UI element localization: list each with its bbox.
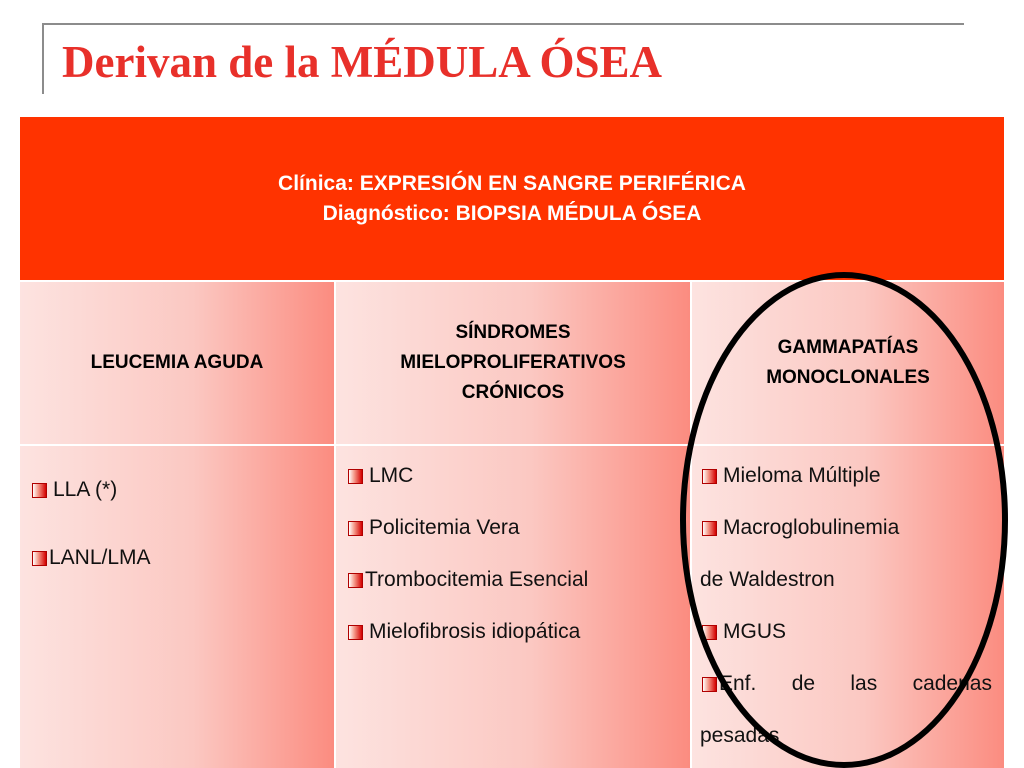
list-item-text: Trombocitemia Esencial	[365, 568, 589, 591]
square-bullet-icon	[348, 625, 363, 640]
list-item-text: LMC	[369, 464, 414, 487]
list-item-continuation	[700, 568, 835, 592]
list-item-text: LLA (*)	[53, 478, 118, 501]
list-item-text: Enf.	[719, 672, 757, 695]
list-item-text: LANL/LMA	[49, 546, 151, 569]
list-item-text: cadenas	[912, 672, 992, 695]
square-bullet-icon	[702, 625, 717, 640]
list-item-continuation	[700, 724, 779, 748]
column-heading-text: LEUCEMIA AGUDA	[90, 352, 264, 373]
square-bullet-icon	[348, 469, 363, 484]
list-item-text: MGUS	[723, 620, 786, 643]
list-item	[702, 516, 899, 540]
list-item-first-word	[702, 672, 756, 696]
column-heading-text: GAMMAPATÍAS	[777, 337, 919, 358]
list-item-text: Policitemia Vera	[369, 516, 520, 539]
slide-title: Derivan de la MÉDULA ÓSEA	[62, 37, 663, 87]
table-header-row	[20, 117, 1004, 280]
column-heading-gammapatias	[692, 282, 1004, 444]
column-heading-leucemia-aguda	[20, 282, 334, 444]
column-body-gammapatias	[692, 446, 1004, 768]
column-heading-text: CRÓNICOS	[461, 382, 565, 403]
classification-table	[20, 117, 1004, 768]
list-item-text: de Waldestron	[700, 568, 835, 591]
title-frame-left-line	[42, 23, 44, 94]
list-item	[32, 546, 151, 570]
square-bullet-icon	[348, 573, 363, 588]
list-item	[348, 620, 580, 644]
square-bullet-icon	[702, 521, 717, 536]
column-body-leucemia-aguda	[20, 446, 334, 768]
square-bullet-icon	[32, 483, 47, 498]
list-item-text: Mieloma Múltiple	[723, 464, 881, 487]
list-item-text: de	[791, 672, 816, 695]
column-heading-text: MIELOPROLIFERATIVOS	[400, 352, 626, 373]
list-item	[32, 478, 117, 502]
header-clinica-line: Clínica: EXPRESIÓN EN SANGRE PERIFÉRICA	[278, 171, 746, 195]
list-item	[702, 672, 992, 696]
list-item-text: pesadas	[700, 724, 780, 747]
list-item-text: las	[850, 672, 878, 695]
list-item	[702, 464, 881, 488]
list-item-text: Mielofibrosis idiopática	[369, 620, 581, 643]
square-bullet-icon	[702, 469, 717, 484]
square-bullet-icon	[702, 677, 717, 692]
column-body-sindromes	[336, 446, 690, 768]
header-diagnostico-line: Diagnóstico: BIOPSIA MÉDULA ÓSEA	[322, 201, 702, 225]
square-bullet-icon	[32, 551, 47, 566]
column-heading-text: SÍNDROMES	[455, 322, 571, 343]
title-frame-top-line	[42, 23, 964, 25]
list-item	[702, 620, 786, 644]
list-item	[348, 568, 588, 592]
square-bullet-icon	[348, 521, 363, 536]
list-item	[348, 516, 520, 540]
column-heading-text: MONOCLONALES	[766, 367, 930, 388]
list-item	[348, 464, 413, 488]
column-heading-sindromes	[336, 282, 690, 444]
list-item-text: Macroglobulinemia	[723, 516, 900, 539]
